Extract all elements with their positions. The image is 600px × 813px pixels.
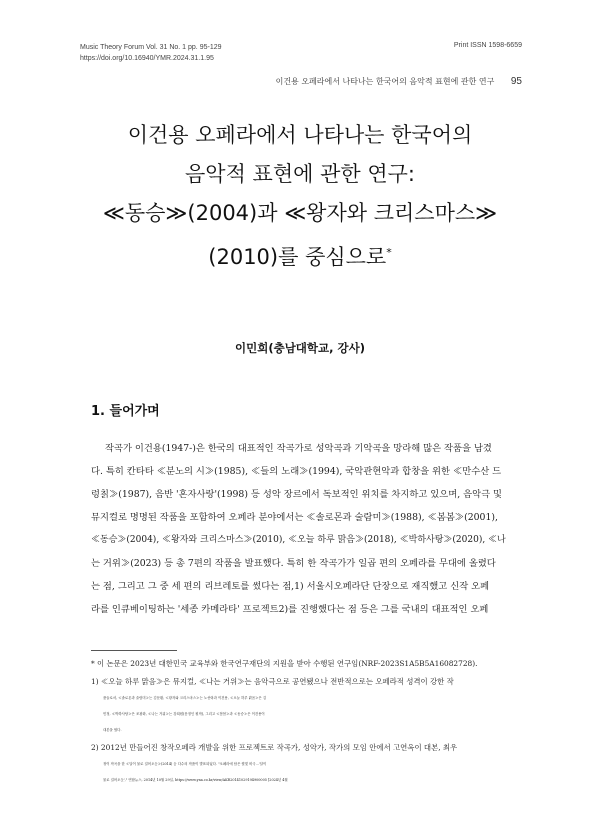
author-affiliation: 이민희(충남대학교, 강사) bbox=[235, 341, 365, 355]
footnote-line: 1) ≪오늘 하루 맑음≫은 뮤지컬, ≪나는 거위≫는 음악극으로 공연됐으나 전반적으로는 오페라적 성격이 강한 작 bbox=[91, 677, 454, 686]
body-line: 라를 인큐베이팅하는 '세종 카메라타' 프로젝트2)를 진행했다는 점 등은 그를 국내의 대표적인 오페 bbox=[91, 604, 489, 615]
issn-label: Print ISSN 1598-6659 bbox=[453, 42, 522, 49]
footnote-line: 정이 작곡을 한 ≪달이 물로 걸어오듯≫(2014) 등 다수의 작품이 발표되었다. "오페라에 담은 찢빛 비극...'달이 bbox=[103, 762, 267, 766]
body-line: 뮤지컬로 명명된 작품을 포함하여 오페라 분야에서는 ≪솔로몬과 술람미≫(1988), ≪봄봄≫(2001), bbox=[91, 512, 498, 523]
footnote-line: 대본을 썼다. bbox=[103, 728, 122, 732]
section-heading: 1. 들어가며 bbox=[91, 404, 160, 419]
journal-citation: Music Theory Forum Vol. 31 No. 1 pp. 95-129 bbox=[80, 44, 222, 51]
journal-header bbox=[80, 42, 222, 64]
title-line-1: 이건용 오페라에서 나타나는 한국어의 bbox=[127, 123, 473, 147]
body-line: 렁칡≫(1987), 음반 '혼자사랑'(1998) 등 성악 장르에서 독보적인 위치를 차지하고 있으며, 음악극 및 bbox=[91, 489, 503, 500]
body-line: 작곡가 이건용(1947-)은 한국의 대표적인 작곡가로 성악곡과 기악곡을 망라해 많은 작품을 남겼 bbox=[105, 443, 492, 454]
footnote-divider bbox=[91, 650, 177, 651]
body-line: 는 거위≫(2023) 등 총 7편의 작품을 발표했다. 특히 한 작곡가가 일곱 편의 오페라를 무대에 올렸다 bbox=[91, 558, 496, 569]
title-line-4 bbox=[60, 233, 540, 277]
title-line-4-text: (2010)를 중심으로 bbox=[208, 245, 387, 269]
title-line-3: ≪동승≫(2004)과 ≪왕자와 크리스마스≫ bbox=[102, 201, 498, 225]
footnotes bbox=[91, 656, 521, 788]
footnote-line: 2) 2012년 만들어진 창작오페라 개발을 위한 프로젝트로 작곡가, 성악가, 작가의 모임 안에서 고연옥이 대본, 최우 bbox=[91, 743, 458, 752]
footnote-line: 물로 걸어오듯'," 연합뉴스, 2014년 10월 29일, https://www.yna.co.kr/view/AKR20141029194900005 [2024년 4월 bbox=[103, 778, 288, 782]
footnote-line: 품들로서, ≪솔로몬과 술람미≫는 김문환, ≪왕자와 크리스마스≫는 노선락과 이건용, ≪오늘 하루 맑음≫은 김 bbox=[103, 696, 267, 700]
doi-link[interactable]: https://doi.org/10.16940/YMR.2024.31.1.95 bbox=[80, 55, 214, 62]
running-header bbox=[276, 76, 522, 87]
article-title bbox=[60, 116, 540, 277]
footnote-line: 민정, ≪박하사탕≫은 조광화, ≪나는 거위≫는 강희원(문정인 원작), 그리고 ≪봄봄≫과 ≪동승≫은 이건용이 bbox=[103, 712, 265, 716]
running-title: 이건용 오페라에서 나타나는 한국어의 음악적 표현에 관한 연구 bbox=[275, 77, 495, 86]
body-line: ≪동승≫(2004), ≪왕자와 크리스마스≫(2010), ≪오늘 하루 맑음≫(2018), ≪박하사탕≫(2020), ≪나 bbox=[91, 535, 506, 545]
body-line: 는 점, 그리고 그 중 세 편의 리브레토를 썼다는 점,1) 서울시오페라단 단장으로 재직했고 신작 오페 bbox=[91, 581, 490, 592]
body-line: 다. 특히 칸타타 ≪분노의 시≫(1985), ≪들의 노래≫(1994), 국악관현악과 합창을 위한 ≪만수산 드 bbox=[91, 466, 502, 477]
title-line-2: 음악적 표현에 관한 연구: bbox=[185, 162, 415, 186]
page-number: 95 bbox=[510, 76, 522, 87]
title-footnote-marker[interactable]: * bbox=[386, 246, 392, 259]
footnote-funding: * 이 논문은 2023년 대한민국 교육부와 한국연구재단의 지원을 받아 수행된 연구임(NRF-2023S1A5B5A16082728). bbox=[91, 659, 478, 668]
body-text bbox=[91, 437, 509, 621]
